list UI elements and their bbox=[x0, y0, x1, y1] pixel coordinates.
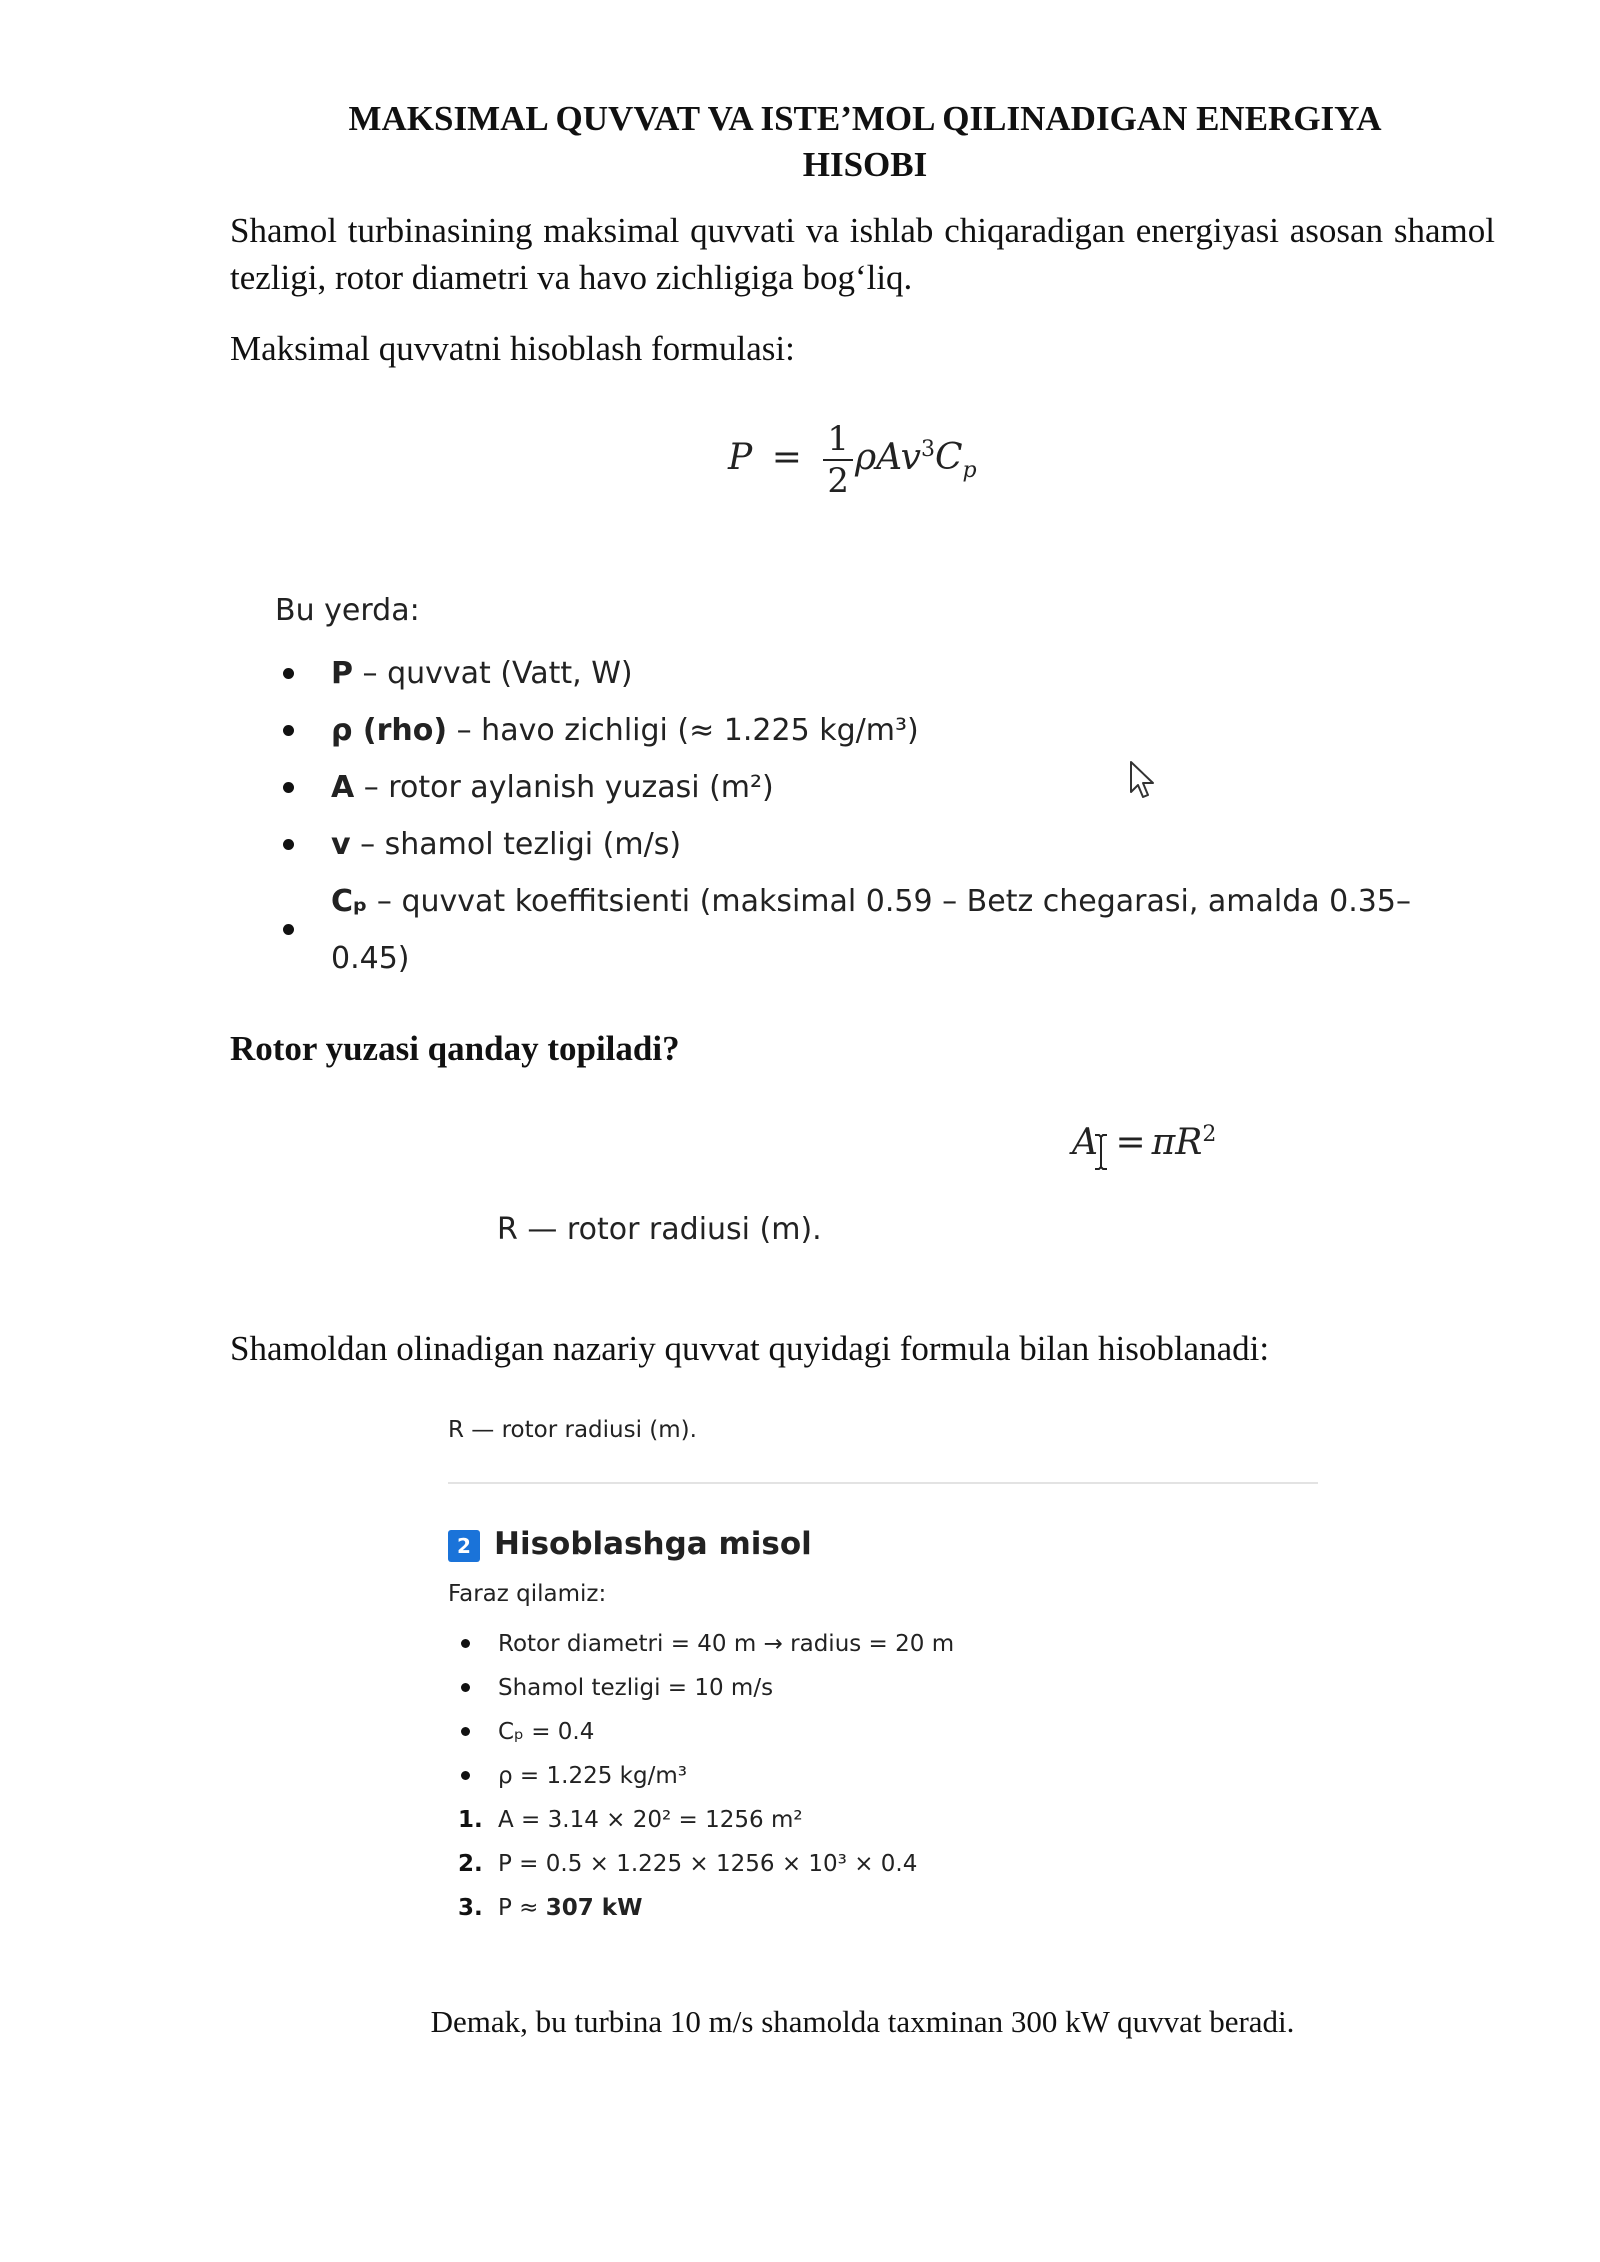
example-list bbox=[448, 1622, 1318, 1930]
example-radius-note: R — rotor radiusi (m). bbox=[448, 1417, 697, 1443]
bullet-dot bbox=[283, 725, 294, 736]
step-number: 1. bbox=[458, 1807, 483, 1833]
where-term: P bbox=[331, 656, 353, 691]
where-desc: – shamol tezligi (m/s) bbox=[350, 827, 682, 862]
bullet-dot bbox=[283, 782, 294, 793]
fraction-denominator: 2 bbox=[827, 461, 849, 501]
where-item-cp bbox=[275, 873, 1475, 987]
example-divider bbox=[448, 1482, 1318, 1484]
bullet-dot bbox=[283, 839, 294, 850]
bullet-dot bbox=[283, 924, 294, 935]
example-bullet-text: ρ = 1.225 kg/m³ bbox=[498, 1763, 687, 1789]
where-term: Cₚ bbox=[331, 884, 368, 919]
area-exponent: 2 bbox=[1202, 1122, 1217, 1147]
formula-fraction bbox=[823, 419, 853, 501]
example-step bbox=[448, 1886, 1318, 1930]
step-result: 307 kW bbox=[545, 1895, 643, 1921]
formula-intro: Maksimal quvvatni hisoblash formulasi: bbox=[230, 329, 795, 368]
where-term: v bbox=[331, 827, 351, 862]
where-term: A bbox=[331, 770, 355, 805]
where-desc: – quvvat (Vatt, W) bbox=[353, 656, 633, 691]
text-cursor-icon bbox=[1093, 1133, 1109, 1171]
where-item-rho bbox=[275, 702, 1475, 759]
example-bullet-text: Shamol tezligi = 10 m/s bbox=[498, 1675, 774, 1701]
conclusion: Demak, bu turbina 10 m/s shamolda taxminan 300 kW quvvat beradi. bbox=[430, 2004, 1295, 2039]
step-text: P = 0.5 × 1.225 × 1256 × 10³ × 0.4 bbox=[498, 1851, 918, 1877]
radius-note: R — rotor radiusi (m). bbox=[497, 1212, 822, 1247]
document-title bbox=[230, 96, 1500, 188]
example-bullet bbox=[448, 1710, 1318, 1754]
area-r: R bbox=[1175, 1122, 1203, 1163]
formula-coef-sub: p bbox=[962, 458, 977, 484]
step-number: 2. bbox=[458, 1851, 483, 1877]
example-step bbox=[448, 1842, 1318, 1886]
example-block bbox=[448, 1412, 1318, 1930]
area-pi: π bbox=[1151, 1122, 1176, 1163]
example-step bbox=[448, 1798, 1318, 1842]
where-item-p bbox=[275, 645, 1475, 702]
example-bullet bbox=[448, 1666, 1318, 1710]
power-formula bbox=[728, 410, 977, 511]
where-item-a bbox=[275, 759, 1475, 816]
bullet-dot bbox=[461, 1639, 470, 1648]
example-heading-text: Hisoblashga misol bbox=[494, 1526, 812, 1562]
area-equals: = bbox=[1115, 1122, 1146, 1163]
rotor-heading: Rotor yuzasi qanday topiladi? bbox=[230, 1029, 680, 1068]
formula-equals: = bbox=[771, 437, 802, 478]
where-item-v bbox=[275, 816, 1475, 873]
bullet-dot bbox=[461, 1727, 470, 1736]
step-number: 3. bbox=[458, 1895, 483, 1921]
where-list bbox=[275, 645, 1475, 987]
where-block bbox=[275, 589, 1475, 987]
example-assume: Faraz qilamiz: bbox=[448, 1581, 607, 1607]
where-heading: Bu yerda: bbox=[275, 593, 420, 628]
formula-rhs: ρAv bbox=[854, 437, 921, 478]
step-text: A = 3.14 × 20² = 1256 m² bbox=[498, 1807, 803, 1833]
title-line-2: HISOBI bbox=[802, 145, 928, 184]
example-bullet-text: Cₚ = 0.4 bbox=[498, 1719, 595, 1745]
area-lhs: A bbox=[1072, 1122, 1098, 1163]
theory-paragraph: Shamoldan olinadigan nazariy quvvat quyidagi formula bilan hisoblanadi: bbox=[230, 1329, 1270, 1368]
step-number-badge: 2 bbox=[448, 1530, 480, 1562]
mouse-cursor-icon bbox=[1128, 760, 1156, 800]
example-heading bbox=[448, 1524, 1318, 1564]
formula-lhs: P bbox=[728, 437, 753, 478]
bullet-dot bbox=[283, 668, 294, 679]
where-desc: – havo zichligi (≈ 1.225 kg/m³) bbox=[447, 713, 919, 748]
step-text: P ≈ bbox=[498, 1895, 546, 1921]
example-bullet bbox=[448, 1754, 1318, 1798]
example-bullet-text: Rotor diametri = 40 m → radius = 20 m bbox=[498, 1631, 955, 1657]
fraction-numerator: 1 bbox=[823, 419, 853, 461]
intro-paragraph: Shamol turbinasining maksimal quvvati va ishlab chiqaradigan energiyasi asosan shamol tezligi, rotor diametri va havo zichligiga bog‘liq. bbox=[230, 211, 1495, 297]
example-bullet bbox=[448, 1622, 1318, 1666]
formula-exponent: 3 bbox=[921, 437, 935, 462]
where-desc: – rotor aylanish yuzasi (m²) bbox=[354, 770, 774, 805]
title-line-1: MAKSIMAL QUVVAT VA ISTE’MOL QILINADIGAN ENERGIYA bbox=[348, 99, 1382, 138]
bullet-dot bbox=[461, 1771, 470, 1780]
where-term: ρ (rho) bbox=[331, 713, 448, 748]
formula-coef: C bbox=[935, 437, 963, 478]
bullet-dot bbox=[461, 1683, 470, 1692]
where-desc: – quvvat koeffitsienti (maksimal 0.59 – Betz chegarasi, amalda 0.35–0.45) bbox=[331, 884, 1411, 976]
